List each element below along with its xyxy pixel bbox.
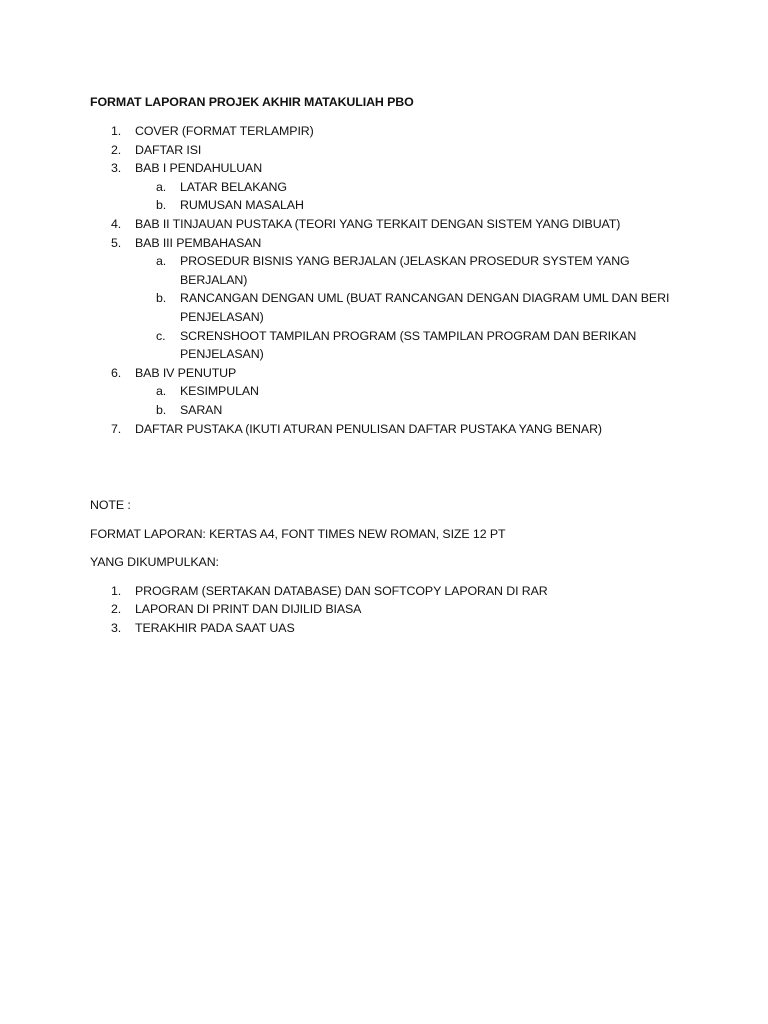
collect-label: YANG DIKUMPULKAN: <box>90 555 219 570</box>
list-item-text: COVER (FORMAT TERLAMPIR) <box>135 124 314 138</box>
sub-list <box>135 178 690 215</box>
sub-list <box>135 382 690 419</box>
sub-list <box>135 252 690 364</box>
note-section <box>90 496 690 638</box>
list-number: 4. <box>111 216 122 231</box>
sub-list-item-text: LATAR BELAKANG <box>180 179 287 194</box>
list-item-text: PROGRAM (SERTAKAN DATABASE) DAN SOFTCOPY LAPORAN DI RAR <box>135 583 548 598</box>
list-number: 3. <box>111 621 122 636</box>
sub-list-item-text: RANCANGAN DENGAN UML (BUAT RANCANGAN DENGAN DIAGRAM UML DAN BERI PENJELASAN) <box>180 291 670 324</box>
sub-list-item <box>135 289 690 326</box>
sub-list-item-text: SCRENSHOOT TAMPILAN PROGRAM (SS TAMPILAN PROGRAM DAN BERIKAN PENJELASAN) <box>180 328 637 362</box>
sub-list-item-text: PROSEDUR BISNIS YANG BERJALAN (JELASKAN PROSEDUR SYSTEM YANG BERJALAN) <box>180 254 630 287</box>
list-number: 6. <box>111 365 122 380</box>
list-item <box>90 582 690 601</box>
list-item <box>90 122 690 141</box>
collect-list <box>90 582 690 638</box>
sub-list-letter: b. <box>156 198 167 213</box>
sub-list-letter: a. <box>156 179 167 194</box>
list-item-text: LAPORAN DI PRINT DAN DIJILID BIASA <box>135 602 362 617</box>
list-number: 5. <box>111 235 122 250</box>
list-item <box>90 159 690 215</box>
list-item-text: BAB III PEMBAHASAN <box>135 235 262 250</box>
list-item <box>90 364 690 420</box>
list-item-text: TERAKHIR PADA SAAT UAS <box>135 621 295 636</box>
sub-list-item <box>135 327 690 364</box>
list-item-text: DAFTAR ISI <box>135 142 202 157</box>
sub-list-letter: a. <box>156 254 167 269</box>
list-item-text: BAB I PENDAHULUAN <box>135 161 263 176</box>
list-item-text: BAB II TINJAUAN PUSTAKA (TEORI YANG TERKAIT DENGAN SISTEM YANG DIBUAT) <box>135 216 621 231</box>
list-item <box>90 600 690 619</box>
list-number: 2. <box>111 142 122 157</box>
list-item-text: DAFTAR PUSTAKA (IKUTI ATURAN PENULISAN DAFTAR PUSTAKA YANG BENAR) <box>135 421 602 436</box>
document-title: FORMAT LAPORAN PROJEK AKHIR MATAKULIAH PBO <box>90 95 414 109</box>
sub-list-item-text: RUMUSAN MASALAH <box>180 198 304 213</box>
format-requirements: FORMAT LAPORAN: KERTAS A4, FONT TIMES NEW ROMAN, SIZE 12 PT <box>90 526 506 541</box>
sub-list-letter: a. <box>156 384 167 399</box>
report-format-list <box>90 122 690 438</box>
note-label: NOTE : <box>90 498 131 513</box>
list-number: 2. <box>111 602 122 617</box>
list-item <box>90 619 690 638</box>
sub-list-item <box>135 178 690 197</box>
document-content <box>90 93 690 638</box>
list-number: 1. <box>111 124 122 138</box>
list-item-text: BAB IV PENUTUP <box>135 365 237 380</box>
sub-list-item <box>135 401 690 420</box>
sub-list-letter: b. <box>156 402 167 417</box>
sub-list-item-text: KESIMPULAN <box>180 384 259 399</box>
list-number: 7. <box>111 421 122 436</box>
list-item <box>90 420 690 439</box>
sub-list-item-text: SARAN <box>180 402 223 417</box>
list-item <box>90 234 690 364</box>
sub-list-item <box>135 196 690 215</box>
list-item <box>90 141 690 160</box>
sub-list-item <box>135 252 690 289</box>
list-number: 1. <box>111 583 122 598</box>
sub-list-letter: b. <box>156 291 167 306</box>
list-number: 3. <box>111 161 122 176</box>
sub-list-item <box>135 382 690 401</box>
sub-list-letter: c. <box>156 328 166 343</box>
list-item <box>90 215 690 234</box>
